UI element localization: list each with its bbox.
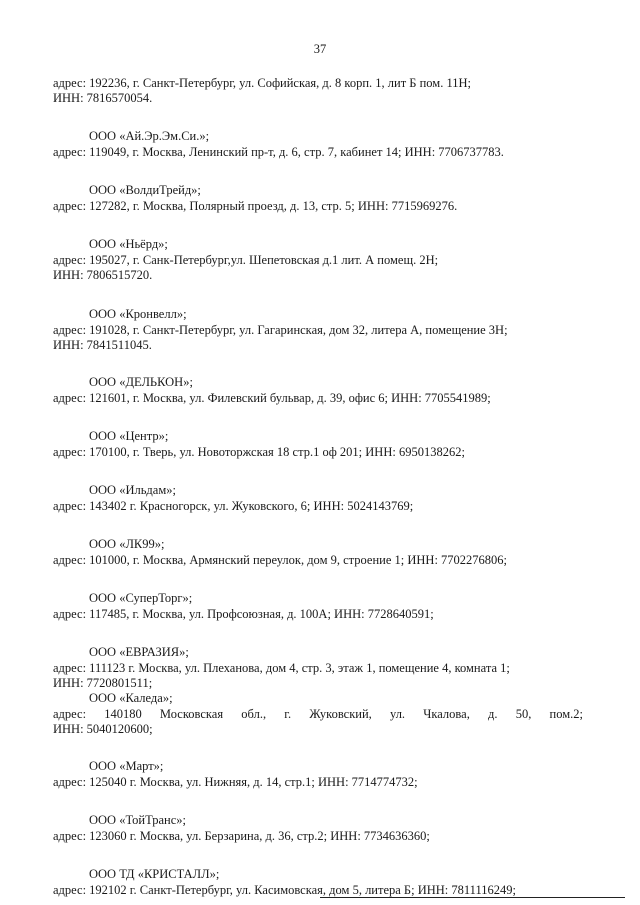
company-name: ООО «Март»; [89,759,164,773]
company-name: ООО «Каледа»; [89,691,173,705]
company-name: ООО ТД «КРИСТАЛЛ»; [89,867,220,881]
address-line: адрес: 127282, г. Москва, Полярный проезд, д. 13, стр. 5; ИНН: 7715969276. [53,199,458,213]
company-entry [53,129,583,160]
address-line: адрес: 170100, г. Тверь, ул. Новоторжская 18 стр.1 оф 201; ИНН: 6950138262; [53,445,465,459]
company-entry [53,867,583,898]
inn-line: ИНН: 5040120600; [53,722,153,736]
company-name: ООО «ЕВРАЗИЯ»; [89,645,189,659]
inn-line: ИНН: 7816570054. [53,91,153,105]
inn-line: ИНН: 7841511045. [53,338,152,352]
company-entry [53,483,583,514]
company-name: ООО «Кронвелл»; [89,307,187,321]
address-line: адрес: 191028, г. Санкт-Петербург, ул. Гагаринская, дом 32, литера А, помещение 3Н; [53,323,508,337]
company-entry [53,537,583,568]
address-line: адрес: 192236, г. Санкт-Петербург, ул. Софийская, д. 8 корп. 1, лит Б пом. 11Н; [53,76,471,90]
address-line: адрес: 123060 г. Москва, ул. Берзарина, д. 36, стр.2; ИНН: 7734636360; [53,829,430,843]
address-line: адрес: 111123 г. Москва, ул. Плеханова, дом 4, стр. 3, этаж 1, помещение 4, комната 1; [53,661,510,675]
company-name: ООО «Ай.Эр.Эм.Си.»; [89,129,210,143]
company-name: ООО «ДЕЛЬКОН»; [89,375,193,389]
page-bottom-rule [320,897,625,898]
company-entry [53,691,583,737]
company-entry [53,429,583,460]
company-entry [53,759,583,790]
company-name: ООО «ВолдиТрейд»; [89,183,201,197]
address-line: адрес: 119049, г. Москва, Ленинский пр-т, д. 6, стр. 7, кабинет 14; ИНН: 7706737783. [53,145,504,159]
company-entry [53,183,583,214]
address-line: адрес: 143402 г. Красногорск, ул. Жуковского, 6; ИНН: 5024143769; [53,499,414,513]
company-name: ООО «Ньёрд»; [89,237,168,251]
company-entry [53,645,583,691]
address-line: адрес: 140180 Московская обл., г. Жуковский, ул. Чкалова, д. 50, пом.2; [53,707,583,721]
address-line: адрес: 101000, г. Москва, Армянский переулок, дом 9, строение 1; ИНН: 7702276806; [53,553,508,567]
address-line: адрес: 121601, г. Москва, ул. Филевский бульвар, д. 39, офис 6; ИНН: 7705541989; [53,391,491,405]
company-entry [53,813,583,844]
company-entry [53,237,583,283]
company-name: ООО «Центр»; [89,429,169,443]
company-entry [53,375,583,406]
address-line: адрес: 192102 г. Санкт-Петербург, ул. Касимовская, дом 5, литера Б; ИНН: 7811116249; [53,883,516,897]
address-line: адрес: 125040 г. Москва, ул. Нижняя, д. 14, стр.1; ИНН: 7714774732; [53,775,418,789]
inn-line: ИНН: 7720801511; [53,676,153,690]
company-name: ООО «ЛК99»; [89,537,165,551]
address-line: адрес: 195027, г. Санк-Петербург,ул. Шепетовская д.1 лит. А помещ. 2Н; [53,253,439,267]
address-line: адрес: 117485, г. Москва, ул. Профсоюзная, д. 100А; ИНН: 7728640591; [53,607,434,621]
company-name: ООО «Ильдам»; [89,483,176,497]
inn-line: ИНН: 7806515720. [53,268,153,282]
company-list [53,76,583,898]
company-entry [53,591,583,622]
company-name: ООО «СуперТорг»; [89,591,193,605]
company-entry [53,307,583,353]
page-number: 37 [313,42,327,56]
company-entry [53,76,583,106]
company-name: ООО «ТойТранс»; [89,813,187,827]
